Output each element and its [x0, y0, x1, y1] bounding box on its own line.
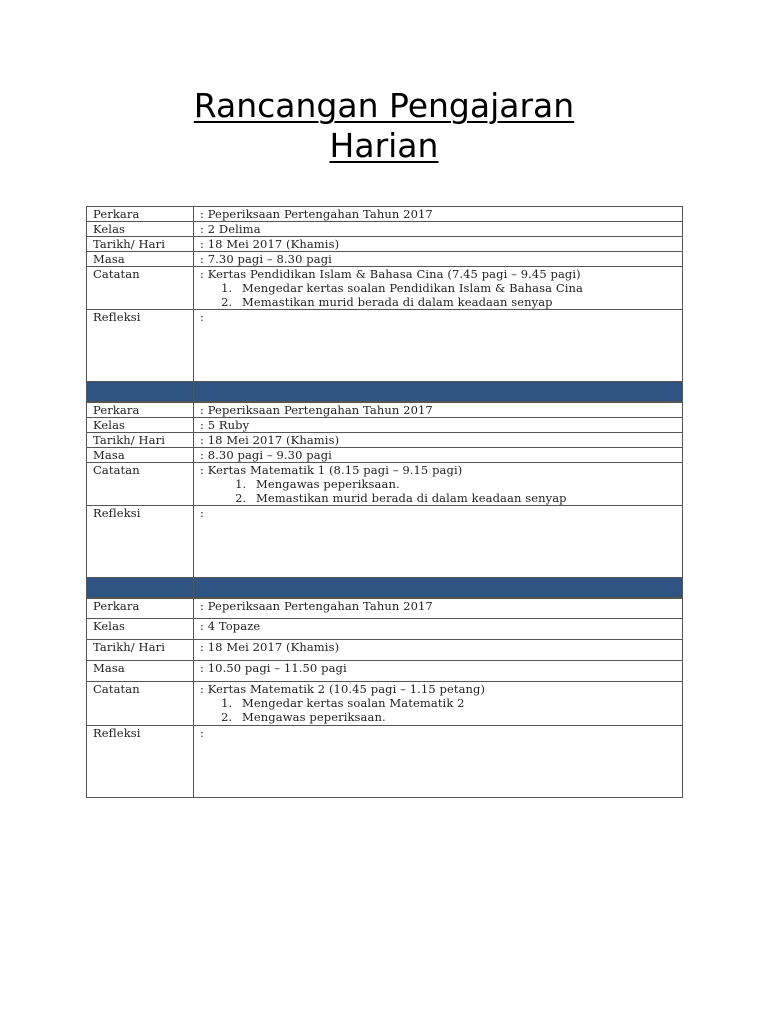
value-tarikh: : 18 Mei 2017 (Khamis) [194, 640, 683, 661]
table-row [87, 267, 683, 310]
notes-list [200, 477, 676, 505]
table-row [87, 207, 683, 222]
label-kelas: Kelas [87, 619, 194, 640]
label-refleksi: Refleksi [87, 506, 194, 578]
list-item: 2. Memastikan murid berada di dalam keadaan senyap [236, 295, 676, 309]
label-masa: Masa [87, 252, 194, 267]
table-row [87, 222, 683, 237]
list-item: 1. Mengawas peperiksaan. [250, 477, 676, 491]
table-row [87, 661, 683, 682]
catatan-text: : Kertas Matematik 1 (8.15 pagi – 9.15 pagi) [200, 463, 463, 477]
label-catatan: Catatan [87, 682, 194, 726]
value-kelas: : 2 Delima [194, 222, 683, 237]
list-item: 1. Mengedar kertas soalan Pendidikan Islam & Bahasa Cina [236, 281, 676, 295]
list-item: 2. Memastikan murid berada di dalam keadaan senyap [250, 491, 676, 505]
notes-list [200, 696, 676, 724]
label-refleksi: Refleksi [87, 310, 194, 382]
table-row [87, 448, 683, 463]
table-row [87, 403, 683, 418]
title-line-2: Harian [329, 126, 439, 165]
section-divider-bar [87, 382, 683, 402]
label-tarikh: Tarikh/ Hari [87, 237, 194, 252]
label-tarikh: Tarikh/ Hari [87, 640, 194, 661]
label-tarikh: Tarikh/ Hari [87, 433, 194, 448]
label-catatan: Catatan [87, 463, 194, 506]
value-catatan [194, 682, 683, 726]
title-line-1: Rancangan Pengajaran [193, 86, 575, 125]
table-row [87, 599, 683, 619]
value-catatan [194, 267, 683, 310]
value-kelas: : 4 Topaze [194, 619, 683, 640]
label-kelas: Kelas [87, 418, 194, 433]
page-title [0, 86, 768, 166]
value-perkara: : Peperiksaan Pertengahan Tahun 2017 [194, 599, 683, 619]
lesson-table-2 [86, 402, 683, 598]
lesson-table-3 [86, 598, 683, 798]
label-perkara: Perkara [87, 403, 194, 418]
table-row [87, 463, 683, 506]
catatan-text: : Kertas Pendidikan Islam & Bahasa Cina (7.45 pagi – 9.45 pagi) [200, 267, 581, 281]
label-refleksi: Refleksi [87, 726, 194, 798]
label-masa: Masa [87, 448, 194, 463]
table-row [87, 237, 683, 252]
table-row [87, 506, 683, 578]
value-refleksi: : [194, 726, 683, 798]
table-row [87, 640, 683, 661]
section-divider-bar [87, 578, 683, 598]
label-perkara: Perkara [87, 207, 194, 222]
table-row [87, 310, 683, 382]
value-masa: : 10.50 pagi – 11.50 pagi [194, 661, 683, 682]
value-masa: : 8.30 pagi – 9.30 pagi [194, 448, 683, 463]
table-row [87, 682, 683, 726]
table-row [87, 619, 683, 640]
table-row [87, 433, 683, 448]
notes-list [200, 281, 676, 309]
label-perkara: Perkara [87, 599, 194, 619]
table-row [87, 726, 683, 798]
value-masa: : 7.30 pagi – 8.30 pagi [194, 252, 683, 267]
value-refleksi: : [194, 310, 683, 382]
value-refleksi: : [194, 506, 683, 578]
lesson-table-1 [86, 206, 683, 402]
label-masa: Masa [87, 661, 194, 682]
list-item: 2. Mengawas peperiksaan. [236, 710, 676, 724]
value-perkara: : Peperiksaan Pertengahan Tahun 2017 [194, 403, 683, 418]
value-kelas: : 5 Ruby [194, 418, 683, 433]
table-row [87, 418, 683, 433]
label-catatan: Catatan [87, 267, 194, 310]
value-perkara: : Peperiksaan Pertengahan Tahun 2017 [194, 207, 683, 222]
value-tarikh: : 18 Mei 2017 (Khamis) [194, 237, 683, 252]
catatan-text: : Kertas Matematik 2 (10.45 pagi – 1.15 petang) [200, 682, 486, 696]
table-row [87, 252, 683, 267]
value-catatan [194, 463, 683, 506]
value-tarikh: : 18 Mei 2017 (Khamis) [194, 433, 683, 448]
label-kelas: Kelas [87, 222, 194, 237]
list-item: 1. Mengedar kertas soalan Matematik 2 [236, 696, 676, 710]
